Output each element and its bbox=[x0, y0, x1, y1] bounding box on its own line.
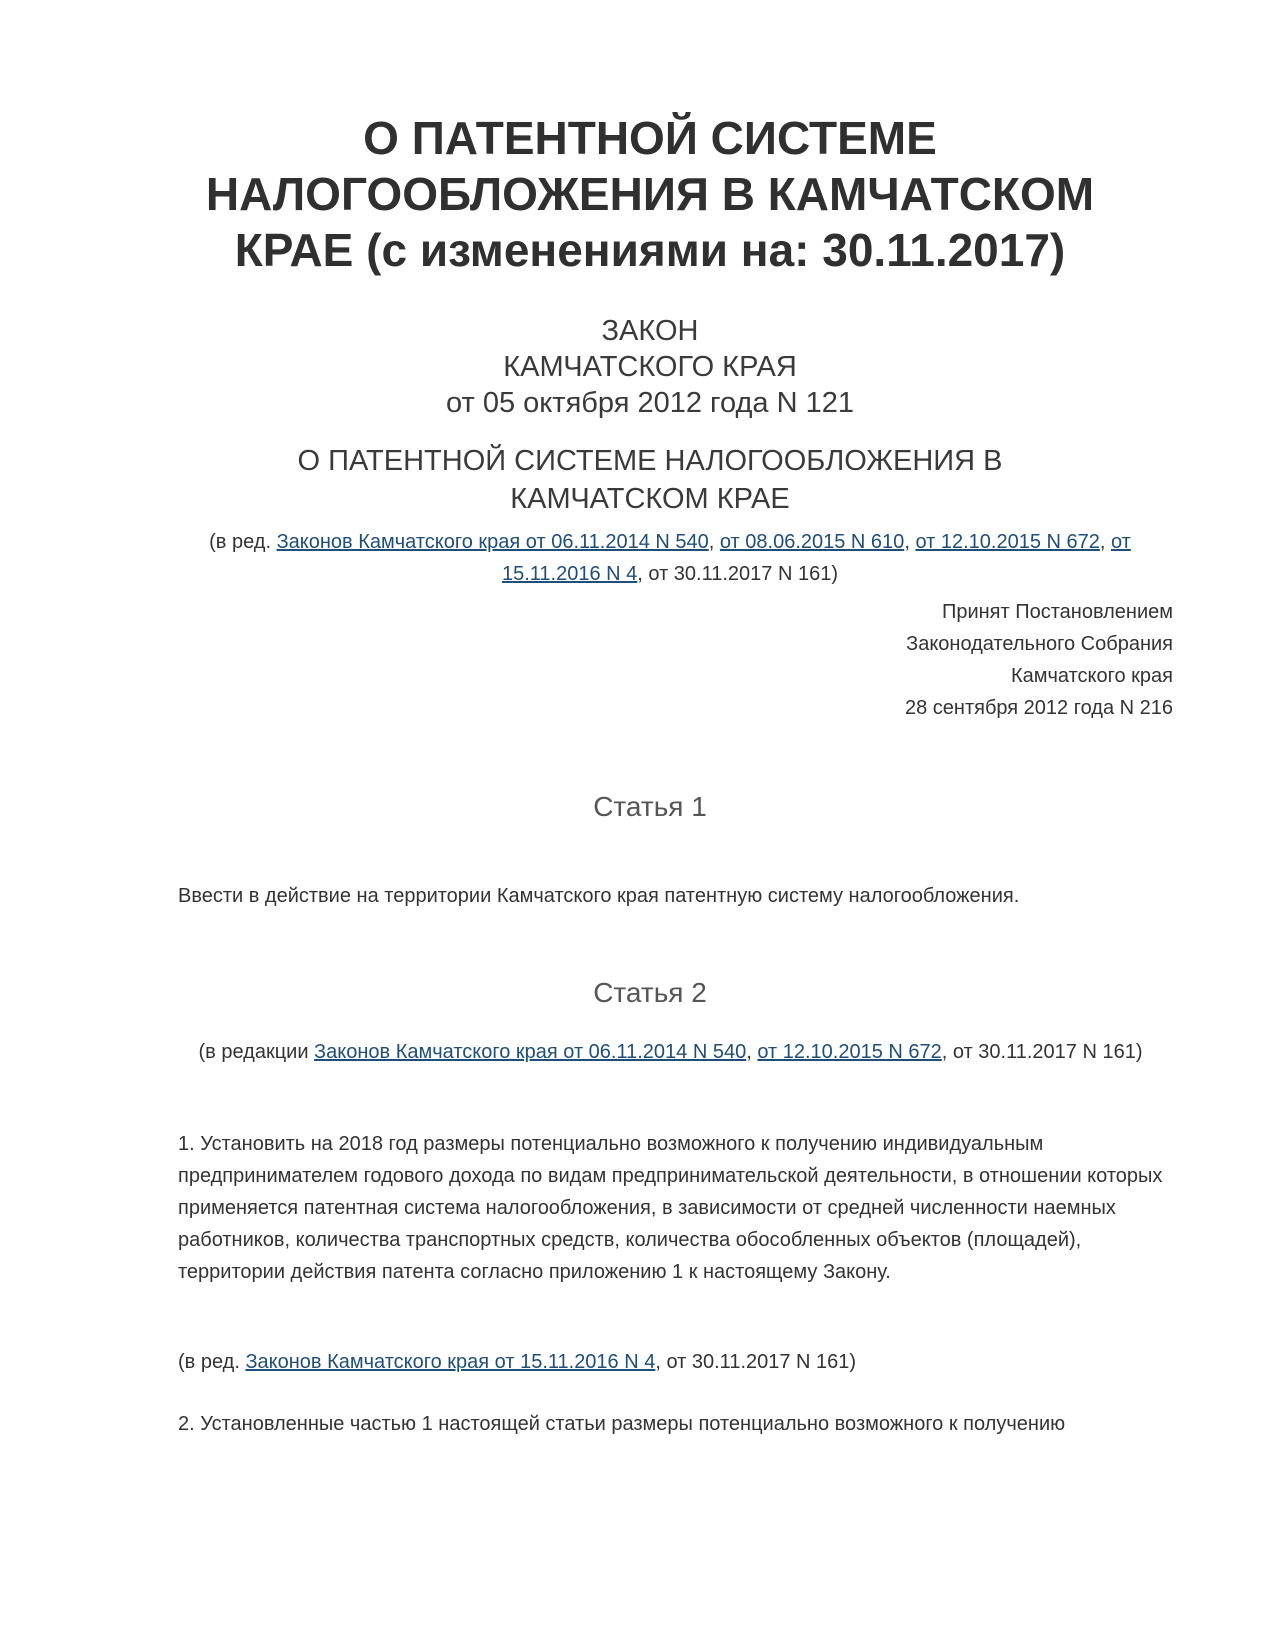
adoption-note bbox=[753, 596, 1173, 724]
separator: , bbox=[904, 531, 916, 553]
redaction-suffix: , от 30.11.2017 N 161) bbox=[655, 1351, 857, 1373]
redaction-suffix: , от 30.11.2017 N 161) bbox=[941, 1041, 1143, 1063]
law-link-2015-610[interactable]: от 08.06.2015 N 610 bbox=[719, 531, 905, 553]
adoption-line: Камчатского края bbox=[1010, 665, 1173, 687]
redaction-note-top bbox=[190, 526, 1150, 590]
adoption-line: Принят Постановлением bbox=[941, 601, 1173, 623]
article-1-heading: Статья 1 bbox=[593, 791, 707, 822]
law-date-number: от 05 октября 2012 года N 121 bbox=[446, 387, 854, 419]
redaction-suffix: , от 30.11.2017 N 161) bbox=[637, 563, 838, 585]
redaction-prefix: (в редакции bbox=[198, 1041, 315, 1063]
adoption-line: Законодательного Собрания bbox=[906, 633, 1173, 655]
law-link-2015-672[interactable]: от 12.10.2015 N 672 bbox=[915, 531, 1100, 553]
article-2-heading: Статья 2 bbox=[593, 977, 707, 1008]
law-link-2014-540[interactable]: Законов Камчатского края от 06.11.2014 N 540 bbox=[314, 1041, 747, 1063]
separator: , bbox=[1099, 531, 1111, 553]
separator: , bbox=[746, 1041, 758, 1063]
law-header bbox=[300, 313, 1000, 421]
article-1-text: Ввести в действие на территории Камчатского края патентную систему налогообложения. bbox=[178, 885, 1020, 907]
article-2-paragraph-2: 2. Установленные частью 1 настоящей статьи размеры потенциально возможного к получению bbox=[178, 1413, 1066, 1435]
law-type: ЗАКОН bbox=[601, 315, 699, 347]
article-2-paragraph-1: 1. Установить на 2018 год размеры потенциально возможного к получению индивидуальным предпринимателем годового дохода по видам предпринимательской деятельности, в отношении которых применяется патентная система налогообложения, в зависимости от средней численности наемных работников, количества транспортных средств, количества обособленных объектов (площадей), территории действия патента согласно приложению 1 к настоящему Закону. bbox=[178, 1133, 1163, 1283]
law-link-2016-4[interactable]: Законов Камчатского края от 15.11.2016 N 4 bbox=[245, 1351, 656, 1373]
separator: , bbox=[708, 531, 720, 553]
adoption-line: 28 сентября 2012 года N 216 bbox=[904, 697, 1173, 719]
law-region: КАМЧАТСКОГО КРАЯ bbox=[503, 351, 797, 383]
law-title: О ПАТЕНТНОЙ СИСТЕМЕ НАЛОГООБЛОЖЕНИЯ В КАМЧАТСКОМ КРАЕ bbox=[297, 445, 1003, 515]
redaction-prefix: (в ред. bbox=[178, 1351, 246, 1373]
law-link-2015-672[interactable]: от 12.10.2015 N 672 bbox=[757, 1041, 942, 1063]
article-2-redaction-note bbox=[178, 1036, 1163, 1068]
redaction-prefix: (в ред. bbox=[209, 531, 277, 553]
law-link-2016-4[interactable]: от 15.11.2016 N 4 bbox=[501, 531, 1131, 585]
document-title: О ПАТЕНТНОЙ СИСТЕМЕ НАЛОГООБЛОЖЕНИЯ В КАМЧАТСКОМ КРАЕ (с изменениями на: 30.11.2017) bbox=[205, 112, 1095, 276]
paragraph-1-redaction-note bbox=[178, 1346, 1163, 1378]
law-link-2014-540[interactable]: Законов Камчатского края от 06.11.2014 N 540 bbox=[276, 531, 709, 553]
